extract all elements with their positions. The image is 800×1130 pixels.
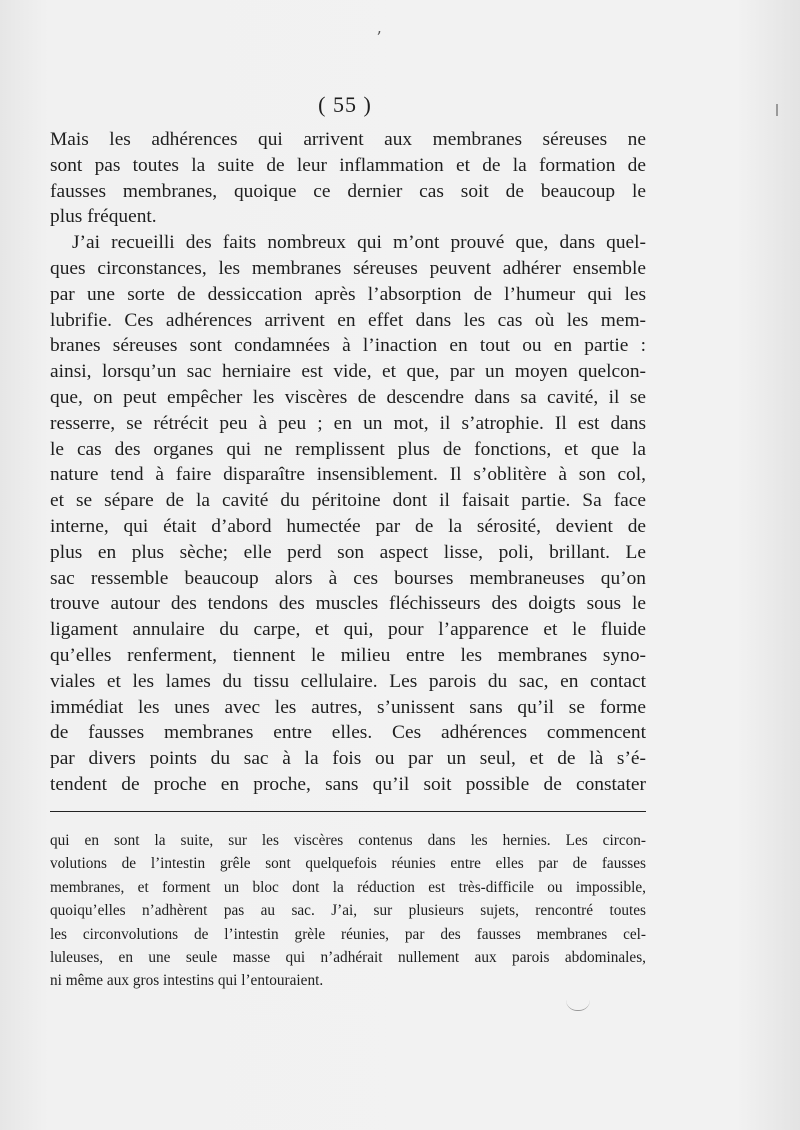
footnote-line: ni même aux gros intestins qui l’entouraient. (50, 972, 324, 990)
text-line: plus en plus sèche; elle perd son aspect lisse, poli, brillant. Le (50, 541, 646, 563)
footnote-line: membranes, et forment un bloc dont la réduction est très-difficile ou impossible, (50, 878, 646, 896)
text-line: par une sorte de dessiccation après l’absorption de l’humeur qui les (50, 283, 646, 305)
text-line: J’ai recueilli des faits nombreux qui m’ont prouvé que, dans quel- (72, 232, 646, 254)
footnote-divider (50, 811, 646, 812)
text-line: par divers points du sac à la fois ou par un seul, et de là s’é- (50, 748, 646, 770)
text-line: ainsi, lorsqu’un sac herniaire est vide, et que, par un moyen quelcon- (50, 361, 646, 383)
text-line: que, on peut empêcher les viscères de descendre dans sa cavité, il se (50, 386, 646, 408)
page-number: ( 55 ) (318, 92, 372, 117)
text-line: de fausses membranes entre elles. Ces adhérences commencent (50, 722, 646, 744)
footnote (50, 829, 646, 993)
ink-mark (566, 1000, 590, 1011)
text-line: ligament annulaire du carpe, et qui, pour l’apparence et le fluide (50, 619, 646, 641)
text-line: trouve autour des tendons des muscles fléchisseurs des doigts sous le (50, 593, 646, 615)
text-line: branes séreuses sont condamnées à l’inaction en tout ou en partie : (50, 335, 646, 357)
main-text (50, 127, 646, 798)
footnote-line: quoiqu’elles n’adhèrent pas au sac. J’ai, sur plusieurs sujets, rencontré toutes (50, 902, 646, 920)
text-line: fausses membranes, quoique ce dernier cas soit de beaucoup le (50, 180, 646, 202)
text-line: nature tend à faire disparaître insensiblement. Il s’oblitère à son col, (50, 464, 646, 486)
text-line: lubrifie. Ces adhérences arrivent en effet dans les cas où les mem- (50, 309, 646, 331)
ink-mark: ʼ (376, 28, 382, 47)
footnote-line: qui en sont la suite, sur les viscères contenus dans les hernies. Les circon- (50, 832, 646, 849)
text-line: resserre, se rétrécit peu à peu ; en un mot, il s’atrophie. Il est dans (50, 412, 646, 434)
text-line: le cas des organes qui ne remplissent plus de fonctions, et que la (50, 438, 646, 460)
text-line: plus fréquent. (50, 206, 157, 228)
text-line: et se sépare de la cavité du péritoine dont il faisait partie. Sa face (50, 490, 646, 512)
text-line: sont pas toutes la suite de leur inflammation et de la formation de (50, 154, 646, 176)
footnote-line: volutions de l’intestin grêle sont quelquefois réunies entre elles par de fausses (50, 855, 646, 873)
footnote-line: luleuses, en une seule masse qui n’adhérait nullement aux parois abdominales, (50, 948, 646, 966)
text-line: ques circonstances, les membranes séreuses peuvent adhérer ensemble (50, 257, 646, 279)
text-line: viales et les lames du tissu cellulaire. Les parois du sac, en contact (50, 670, 646, 692)
text-line: interne, qui était d’abord humectée par de la sérosité, devient de (50, 515, 646, 537)
text-line: qu’elles renferment, tiennent le milieu entre les membranes syno- (50, 644, 646, 666)
footnote-line: les circonvolutions de l’intestin grèle réunies, par des fausses membranes cel- (50, 925, 646, 943)
text-line: sac ressemble beaucoup alors à ces bourses membraneuses qu’on (50, 567, 646, 589)
text-line: immédiat les unes avec les autres, s’unissent sans qu’il se forme (50, 696, 646, 718)
text-line: tendent de proche en proche, sans qu’il soit possible de constater (50, 773, 646, 795)
text-line: Mais les adhérences qui arrivent aux membranes séreuses ne (50, 129, 646, 150)
margin-mark (776, 104, 778, 116)
